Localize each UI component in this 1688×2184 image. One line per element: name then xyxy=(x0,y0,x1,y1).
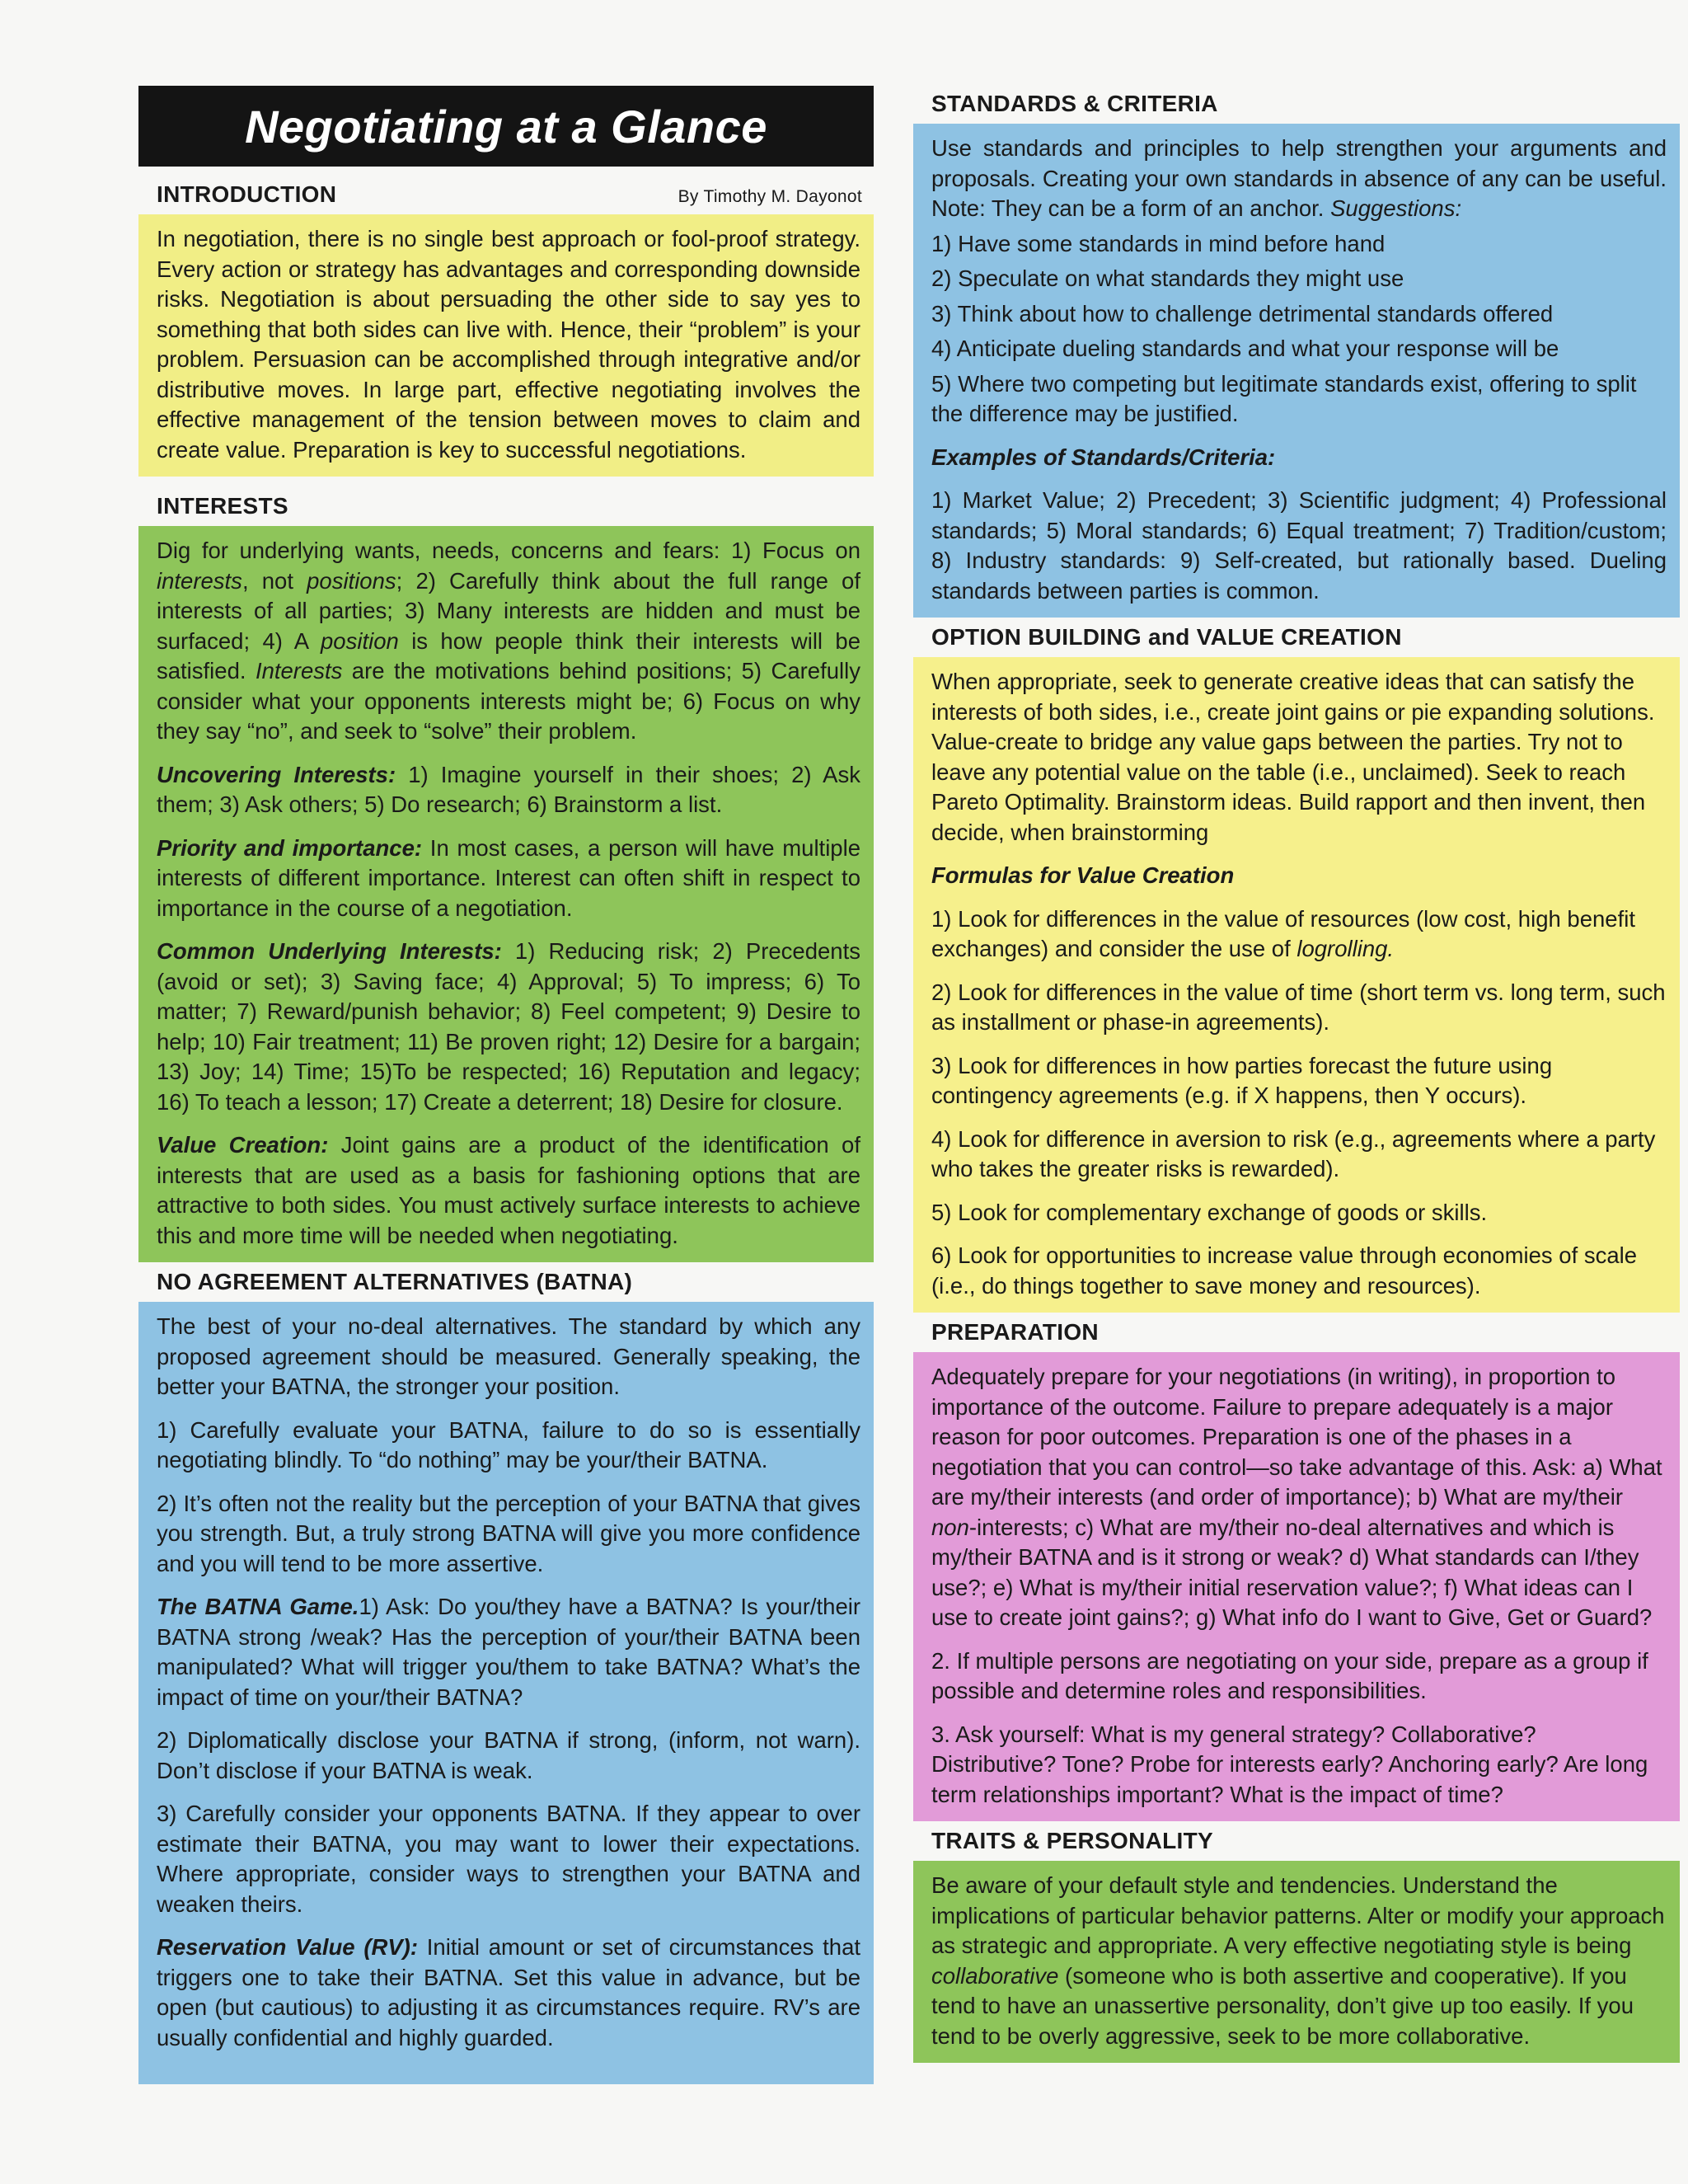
introduction-text: In negotiation, there is no single best approach or fool-proof strategy. Every action or strategy has advantages and corresponding downside risks. Negotiation is about persuading the other side to say yes to something that both sides can live with. Hence, their “problem” is your problem. Persuasion can be accomplished through integrative and/or distributive moves. In large part, effective negotiating involves the effective management of the tension between moves to claim and create value. Preparation is key to successful negotiations. xyxy=(157,226,860,463)
standards-examples: 1) Market Value; 2) Precedent; 3) Scientific judgment; 4) Professional standards; 5) Moral standards; 6) Equal treatment; 7) Tradition/custom; 8) Industry standards: 9) Self-created, but rationally based. Dueling standards between parties is common. xyxy=(931,487,1667,604)
formula-4: 4) Look for difference in aversion to risk (e.g., agreements where a party who takes the greater risks is rewarded). xyxy=(931,1125,1656,1181)
standards-box xyxy=(913,124,1680,618)
traits-heading: TRAITS & PERSONALITY xyxy=(931,1828,1214,1853)
standards-item: 4) Anticipate dueling standards and what your response will be xyxy=(931,336,1559,361)
reservation-value: Reservation Value (RV): Initial amount or set of circumstances that triggers one to take their BATNA. Set this value in advance, but be open (but cautious) to adjusting it as circumstances require. RV’s are usually confidential and highly guarded. xyxy=(157,1934,860,2050)
standards-examples-label: Examples of Standards/Criteria: xyxy=(931,444,1276,470)
formula-5: 5) Look for complementary exchange of goods or skills. xyxy=(931,1199,1488,1225)
batna-intro: The best of your no-deal alternatives. The standard by which any proposed agreement should be measured. Generally speaking, the better your BATNA, the stronger your position. xyxy=(157,1313,860,1399)
formulas-label: Formulas for Value Creation xyxy=(931,862,1235,888)
options-heading-row xyxy=(913,618,1680,657)
preparation-point-2: 2. If multiple persons are negotiating on your side, prepare as a group if possible and determine roles and responsibilities. xyxy=(931,1647,1648,1703)
formula-2: 2) Look for differences in the value of time (short term vs. long term, such as installment or phase-in agreements). xyxy=(931,979,1666,1035)
uncovering-interests: Uncovering Interests: 1) Imagine yourself in their shoes; 2) Ask them; 3) Ask others; 5) Do research; 6) Brainstorm a list. xyxy=(157,761,860,817)
standards-item: 1) Have some standards in mind before hand xyxy=(931,230,1386,256)
traits-box xyxy=(913,1861,1680,2063)
preparation-heading-row xyxy=(913,1313,1680,1352)
batna-heading: NO AGREEMENT ALTERNATIVES (BATNA) xyxy=(157,1269,633,1294)
batna-disclose: 2) Diplomatically disclose your BATNA if strong, (inform, not warn). Don’t disclose if your BATNA is weak. xyxy=(157,1727,860,1783)
batna-heading-row xyxy=(138,1262,874,1302)
right-column xyxy=(913,86,1680,2063)
interests-heading: INTERESTS xyxy=(157,493,288,519)
priority-importance: Priority and importance: In most cases, a person will have multiple interests of different importance. Interest can often shift in respect to importance in the course of a negotiation. xyxy=(157,834,861,921)
traits-heading-row xyxy=(913,1821,1680,1861)
batna-opponent: 3) Carefully consider your opponents BATNA. If they appear to over estimate their BATNA, you may want to lower their expectations. Where appropriate, consider ways to strengthen your BATNA and weaken theirs. xyxy=(157,1801,860,1917)
batna-point-1: 1) Carefully evaluate your BATNA, failure to do so is essentially negotiating blindly. To “do nothing” may be your/their BATNA. xyxy=(157,1416,860,1472)
common-underlying-interests: Common Underlying Interests: 1) Reducing risk; 2) Precedents (avoid or set); 3) Saving face; 4) Approval; 5) To impress; 6) To matter; 7) Reward/punish behavior; 8) Feel competent; 9) Desire to help; 10) Fair treatment; 11) Be proven right; 12) Desire for a bargain; 13) Joy; 14) Time; 15)To be respected; 16) Reputation and legacy; 16) To teach a lesson; 17) Create a deterrent; 18) Desire for closure. xyxy=(157,938,860,1115)
standards-heading: STANDARDS & CRITERIA xyxy=(931,91,1218,116)
introduction-box xyxy=(138,214,874,477)
preparation-heading: PREPARATION xyxy=(931,1319,1099,1345)
standards-item: 5) Where two competing but legitimate standards exist, offering to split the difference may be justified. xyxy=(931,370,1637,426)
batna-game: The BATNA Game.1) Ask: Do you/they have a BATNA? Is your/their BATNA strong /weak? Has the perception of your/their BATNA been manipulated? What will trigger you/them to take BATNA? What’s the impact of time on your/their BATNA? xyxy=(157,1594,861,1710)
preparation-intro: Adequately prepare for your negotiations (in writing), in proportion to importance of the outcome. Failure to prepare adequately is a major reason for poor outcomes. Preparation is one of the phases in a negotiation that you can control—so take advantage of this. Ask: a) What are my/their interests (and order of importance); b) What are my/their non-interests; c) What are my/their no-deal alternatives and which is my/their BATNA and is it strong or weak? d) What standards can I/they use?; e) What is my/their initial reservation value?; f) What ideas can I use to create joint gains?; g) What info do I want to Give, Get or Guard? xyxy=(931,1364,1662,1630)
batna-box xyxy=(138,1302,874,2084)
formula-1: 1) Look for differences in the value of resources (low cost, high benefit exchanges) and consider the use of logrolling. xyxy=(931,905,1635,961)
standards-item: 3) Think about how to challenge detrimental standards offered xyxy=(931,300,1554,326)
formula-3: 3) Look for differences in how parties forecast the future using contingency agreements (e.g. if X happens, then Y occurs). xyxy=(931,1052,1553,1108)
introduction-heading-row xyxy=(138,175,874,214)
formula-6: 6) Look for opportunities to increase value through economies of scale (i.e., do things together to save money and resources). xyxy=(931,1242,1638,1299)
author-byline: By Timothy M. Dayonot xyxy=(678,187,862,206)
introduction-heading: INTRODUCTION xyxy=(157,181,337,207)
left-column xyxy=(138,86,874,2084)
preparation-point-3: 3. Ask yourself: What is my general strategy? Collaborative? Distributive? Tone? Probe for interests early? Anchoring early? Are long term relationships important? What is the impact of time? xyxy=(931,1721,1648,1807)
standards-intro: Use standards and principles to help strengthen your arguments and proposals. Creating your own standards in absence of any can be useful. Note: They can be a form of an anchor. Suggestions: xyxy=(931,135,1667,221)
page-title: Negotiating at a Glance xyxy=(245,100,767,153)
standards-heading-row xyxy=(913,86,1680,124)
interests-box xyxy=(138,526,874,1262)
value-creation: Value Creation: Joint gains are a product of the identification of interests that are used as a basis for fashioning options that are attractive to both sides. You must actively surface interests to achieve this and more time will be needed when negotiating. xyxy=(157,1132,860,1248)
options-intro: When appropriate, seek to generate creative ideas that can satisfy the interests of both sides, i.e., create joint gains or pie expanding solutions. Value-create to bridge any value gaps between the parties. Try not to leave any potential value on the table (i.e., unclaimed). Seek to reach Pareto Optimality. Brainstorm ideas. Build rapport and then invent, then decide, when brainstorming xyxy=(931,669,1655,845)
title-banner xyxy=(138,86,874,167)
standards-item: 2) Speculate on what standards they might use xyxy=(931,265,1404,291)
interests-intro: Dig for underlying wants, needs, concerns and fears: 1) Focus on interests, not positions; 2) Carefully think about the full range of interests of all parties; 3) Many interests are hidden and must be surfaced; 4) A position is how people think their interests will be satisfied. Interests are the motivations behind positions; 5) Carefully consider what your opponents interests might be; 6) Focus on why they say “no”, and seek to “solve” their problem. xyxy=(157,538,861,744)
options-box xyxy=(913,657,1680,1313)
traits-text: Be aware of your default style and tendencies. Understand the implications of particular behavior patterns. Alter or modify your approach as strategic and appropriate. A very effective negotiating style is being collaborative (someone who is both assertive and cooperative). If you tend to have an unassertive personality, don’t give up too easily. If you tend to be overly aggressive, seek to be more collaborative. xyxy=(931,1872,1665,2049)
batna-point-2: 2) It’s often not the reality but the perception of your BATNA that gives you strength. But, a truly strong BATNA will give you more confidence and you will tend to be more assertive. xyxy=(157,1490,860,1576)
preparation-box xyxy=(913,1352,1680,1821)
options-heading: OPTION BUILDING and VALUE CREATION xyxy=(931,624,1402,650)
interests-heading-row xyxy=(138,486,874,526)
